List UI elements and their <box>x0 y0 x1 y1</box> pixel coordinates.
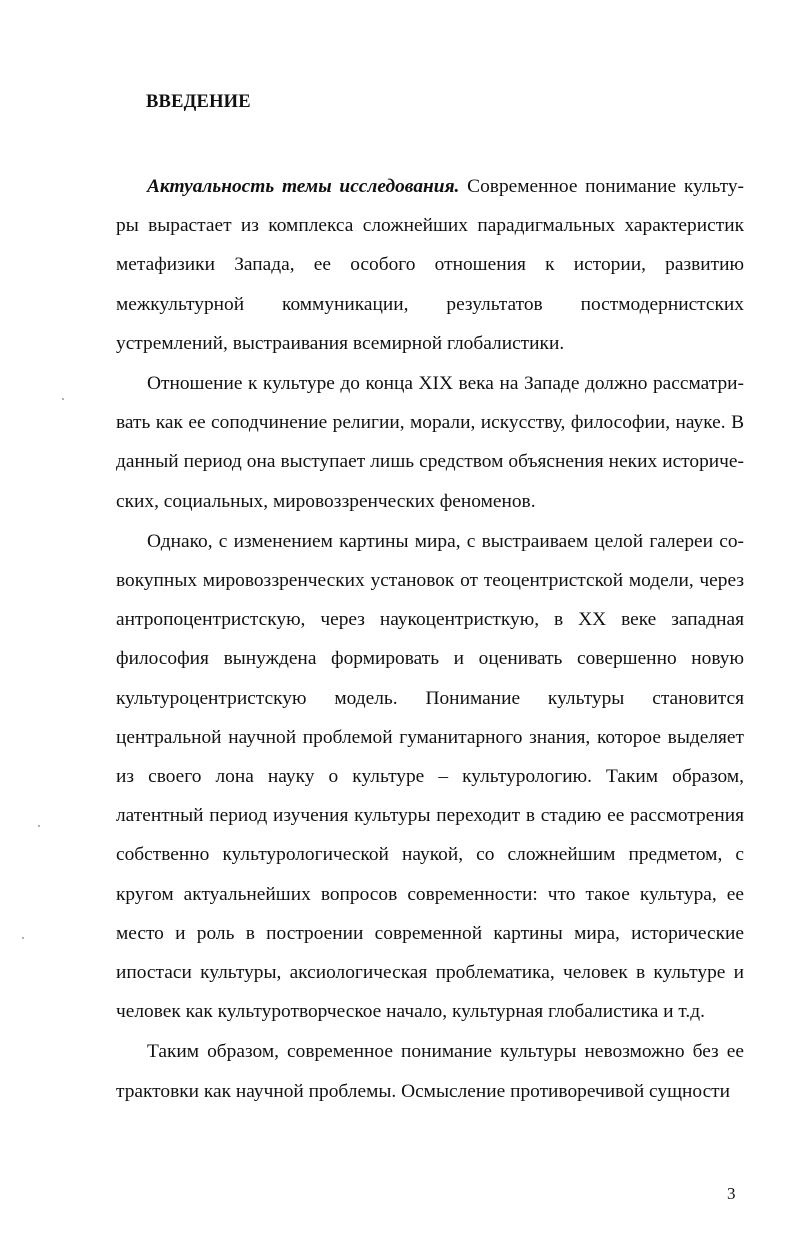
paragraph: Однако, с изменением картины мира, с выстраиваем целой галереи совокупных мировоззренческих установок от теоцентристской модели, через антропоцентристскую, через наукоцентристкую, в XX веке западная философия вынуждена формировать и оценивать совершенно новую культуроцентристскую модель. Понимание культуры становится центральной научной проблемой гуманитарного знания, которое выделяет из своего лона науку о культуре – культурологию. Таким образом, латентный период изучения культуры переходит в стадию ее рассмотрения собственно культурологической наукой, со сложнейшим предметом, с кругом актуальнейших вопросов современности: что такое культура, ее место и роль в построении современной картины мира, исторические ипостаси культуры, аксиологическая проблематика, человек в культуре и человек как культуротворческое начало, культурная глобалистика и т.д. <box>116 530 744 1023</box>
scan-speck <box>22 937 24 939</box>
paragraph-relevance <box>116 167 744 363</box>
paragraph-lead-relevance: Актуальность темы исследования. <box>147 176 460 197</box>
paragraph: Таким образом, современное понимание культуры невозможно без ее трактовки как научной проблемы. Осмысление противоречивой сущности <box>116 1041 744 1102</box>
section-heading: ВВЕДЕНИЕ <box>146 92 251 112</box>
body-text <box>116 167 744 1111</box>
scan-speck <box>62 398 64 400</box>
paragraph: Отношение к культуре до конца XIX века на Западе должно рассматривать как ее соподчинение религии, морали, искусству, философии, науке. В данный период она выступает лишь средством объяснения неких исторических, социальных, мировоззренческих феноменов. <box>116 373 744 512</box>
scan-speck <box>38 825 40 827</box>
page-number: 3 <box>727 1184 736 1203</box>
paragraph-text: Современное понимание культуры вырастает из комплекса сложнейших парадигмальных характеристик метафизики Запада, ее особого отношения к истории, развитию межкультурной коммуникации, результатов постмодернистских устремлений, выстраивания всемирной глобалистики. <box>116 176 744 354</box>
